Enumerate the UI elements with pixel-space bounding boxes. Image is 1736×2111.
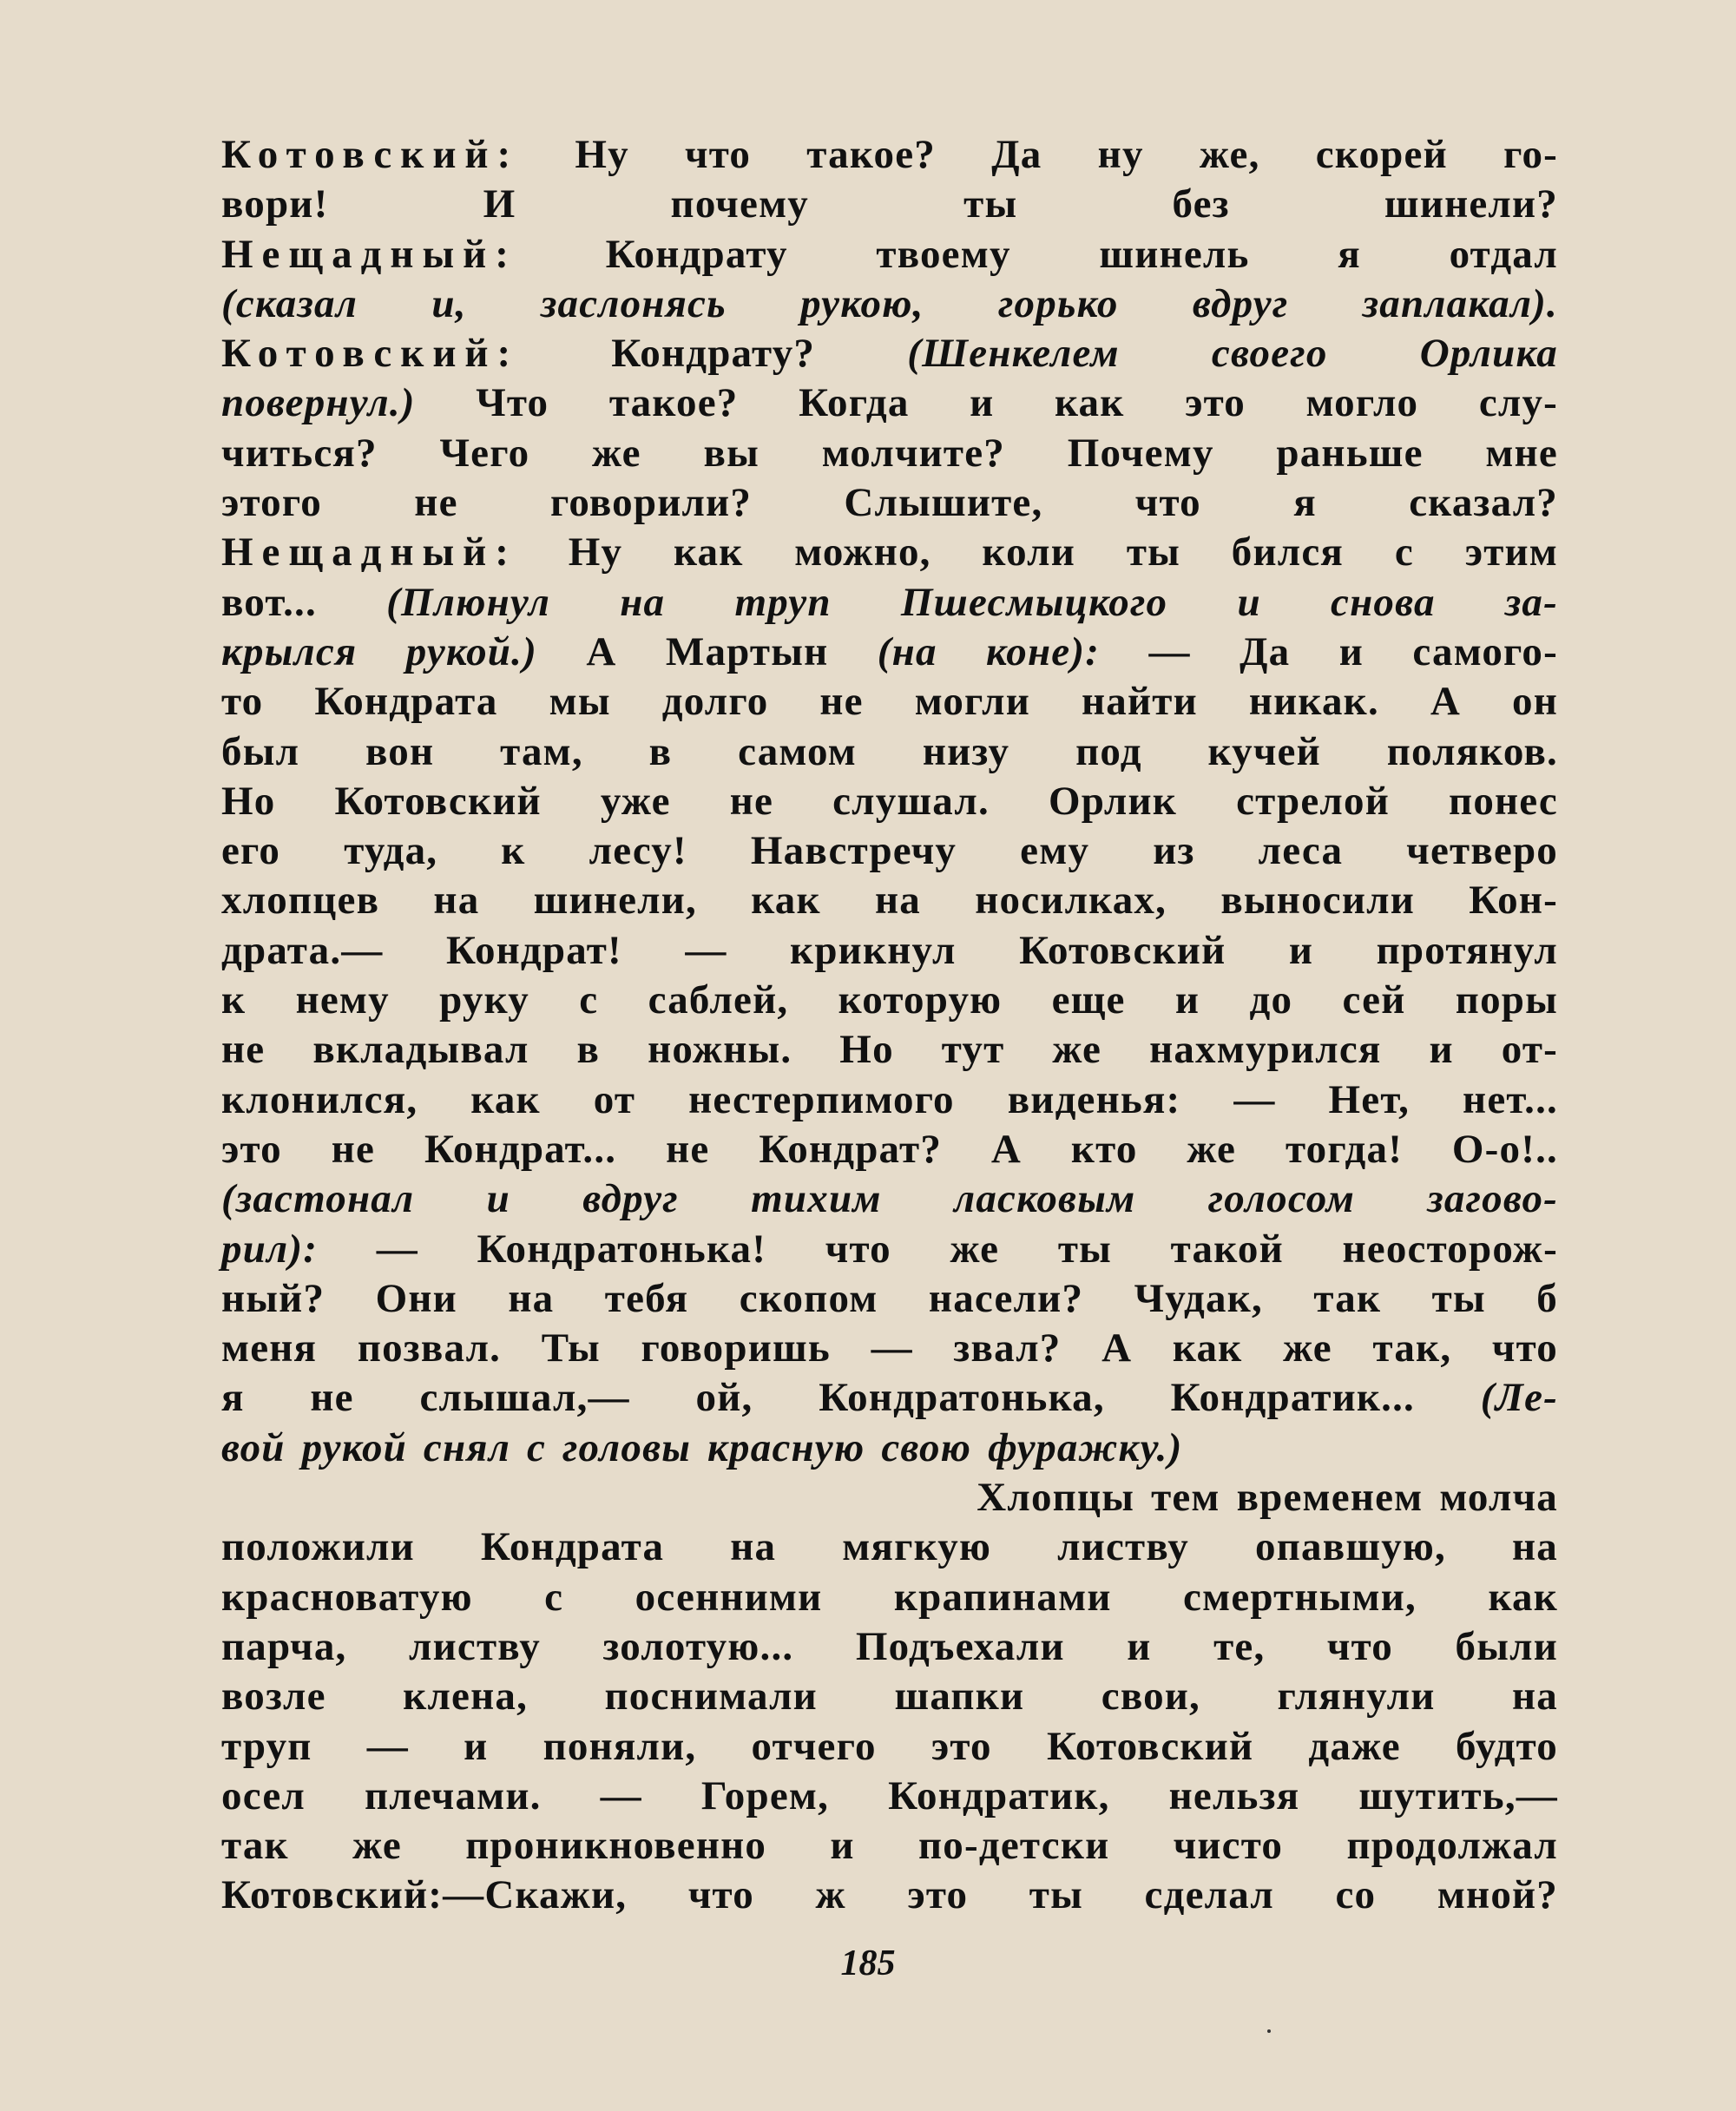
stage-direction: (Шенкелем своего Орлика: [907, 331, 1558, 377]
scan-speck: [1267, 2029, 1271, 2033]
text-run: это не Кондрат... не Кондрат? А кто же тогда! О-о!..: [221, 1126, 1558, 1172]
text-run: Ну что такое? Да ну же, скорей го-: [519, 132, 1558, 177]
text-line: [221, 727, 1558, 777]
text-run: ный? Они на тебя скопом насели? Чудак, так ты б: [221, 1275, 1558, 1321]
text-line: [221, 1622, 1558, 1672]
stage-direction: крылся рукой.): [221, 628, 537, 674]
text-line: [221, 1821, 1558, 1871]
stage-direction: (Ле-: [1480, 1375, 1558, 1421]
text-line: [221, 1722, 1558, 1772]
text-run: читься? Чего же вы молчите? Почему раньше мне: [221, 430, 1558, 476]
text-line: [221, 926, 1558, 976]
text-run: Ну как можно, коли ты бился с этим: [516, 529, 1558, 575]
text-line: [221, 429, 1558, 478]
text-line: [221, 1125, 1558, 1174]
speaker-name: Котовский:: [221, 331, 520, 377]
text-run: красноватую с осенними крапинами смертными, как: [221, 1574, 1558, 1620]
text-line: [221, 777, 1558, 826]
text-line: [221, 1473, 1558, 1522]
text-line: [221, 329, 1558, 378]
text-line: [221, 677, 1558, 727]
text-line: [221, 1075, 1558, 1125]
text-run: хлопцев на шинели, как на носилках, выносили Кон-: [221, 878, 1558, 924]
text-line: [221, 1424, 1558, 1473]
stage-direction: (сказал и, заслонясь рукою, горько вдруг заплакал).: [221, 280, 1558, 326]
text-run: драта.— Кондрат! — крикнул Котовский и протянул: [221, 927, 1558, 973]
text-run: был вон там, в самом низу под кучей поляков.: [221, 728, 1558, 774]
text-run: Хлопцы тем временем молча: [976, 1475, 1558, 1521]
text-run: к нему руку с саблей, которую еще и до сей поры: [221, 977, 1558, 1023]
text-run: осел плечами. — Горем, Кондратик, нельзя шутить,—: [221, 1772, 1558, 1818]
text-run: положили Кондрата на мягкую листву опавшую, на: [221, 1524, 1558, 1570]
text-run: то Кондрата мы долго не могли найти никак. А он: [221, 679, 1558, 725]
page-number: 185: [840, 1943, 896, 1983]
text-line: [221, 976, 1558, 1025]
text-line: [221, 1274, 1558, 1324]
text-run: его туда, к лесу! Навстречу ему из леса четверо: [221, 828, 1558, 874]
page-text: [221, 130, 1558, 1921]
text-run: вори! И почему ты без шинели?: [221, 181, 1558, 227]
text-run: Кондрату твоему шинель я отдал: [516, 231, 1558, 277]
stage-direction: (Плюнул на труп Пшесмыцкого и снова за-: [386, 579, 1558, 625]
text-line: [221, 130, 1558, 180]
text-run: Что такое? Когда и как это могло слу-: [415, 380, 1558, 426]
text-line: [221, 478, 1558, 528]
speaker-name: Котовский:: [221, 132, 520, 177]
text-line: [221, 528, 1558, 577]
text-line: [221, 1772, 1558, 1821]
text-run: парча, листву золотую... Подъехали и те, что были: [221, 1623, 1558, 1669]
text-run: я не слышал,— ой, Кондратонька, Кондратик...: [221, 1375, 1481, 1421]
text-run: клонился, как от нестерпимого виденья: — Нет, нет...: [221, 1076, 1558, 1122]
text-line: [221, 1373, 1558, 1423]
text-line: [221, 1573, 1558, 1622]
text-line: [221, 279, 1558, 329]
speaker-name: Нещадный:: [221, 529, 517, 575]
stage-direction: (на коне):: [877, 628, 1101, 674]
text-run: возле клена, поснимали шапки свои, глянули на: [221, 1674, 1558, 1720]
text-run: меня позвал. Ты говоришь — звал? А как же так, что: [221, 1325, 1558, 1371]
text-line: [221, 180, 1558, 229]
text-run: Котовский:—Скажи, что ж это ты сделал со мной?: [221, 1872, 1558, 1918]
stage-direction: вой рукой снял с головы красную свою фуражку.): [221, 1424, 1183, 1470]
stage-direction: (застонал и вдруг тихим ласковым голосом загово-: [221, 1176, 1558, 1222]
text-run: — Кондратонька! что же ты такой неосторож-: [318, 1226, 1558, 1272]
text-run: — Да и самого-: [1100, 628, 1558, 674]
text-line: [221, 1025, 1558, 1075]
text-run: Кондрату?: [519, 331, 908, 377]
text-run: Но Котовский уже не слушал. Орлик стрелой понес: [221, 778, 1558, 824]
text-run: А Мартын: [536, 628, 878, 674]
text-line: [221, 1324, 1558, 1373]
text-run: не вкладывал в ножны. Но тут же нахмурился и от-: [221, 1027, 1558, 1073]
text-line: [221, 1871, 1558, 1920]
text-line: [221, 1174, 1558, 1224]
text-line: [221, 628, 1558, 677]
text-run: вот...: [221, 579, 387, 625]
text-line: [221, 1672, 1558, 1721]
text-run: так же проникновенно и по-детски чисто продолжал: [221, 1823, 1558, 1869]
stage-direction: рил):: [221, 1226, 319, 1272]
text-line: [221, 1225, 1558, 1274]
text-line: [221, 876, 1558, 925]
text-line: [221, 378, 1558, 428]
text-line: [221, 230, 1558, 279]
text-line: [221, 1522, 1558, 1572]
stage-direction: повернул.): [221, 380, 416, 426]
text-line: [221, 826, 1558, 876]
speaker-name: Нещадный:: [221, 231, 517, 277]
text-run: этого не говорили? Слышите, что я сказал?: [221, 480, 1558, 526]
text-run: труп — и поняли, отчего это Котовский даже будто: [221, 1723, 1558, 1769]
text-line: [221, 578, 1558, 628]
